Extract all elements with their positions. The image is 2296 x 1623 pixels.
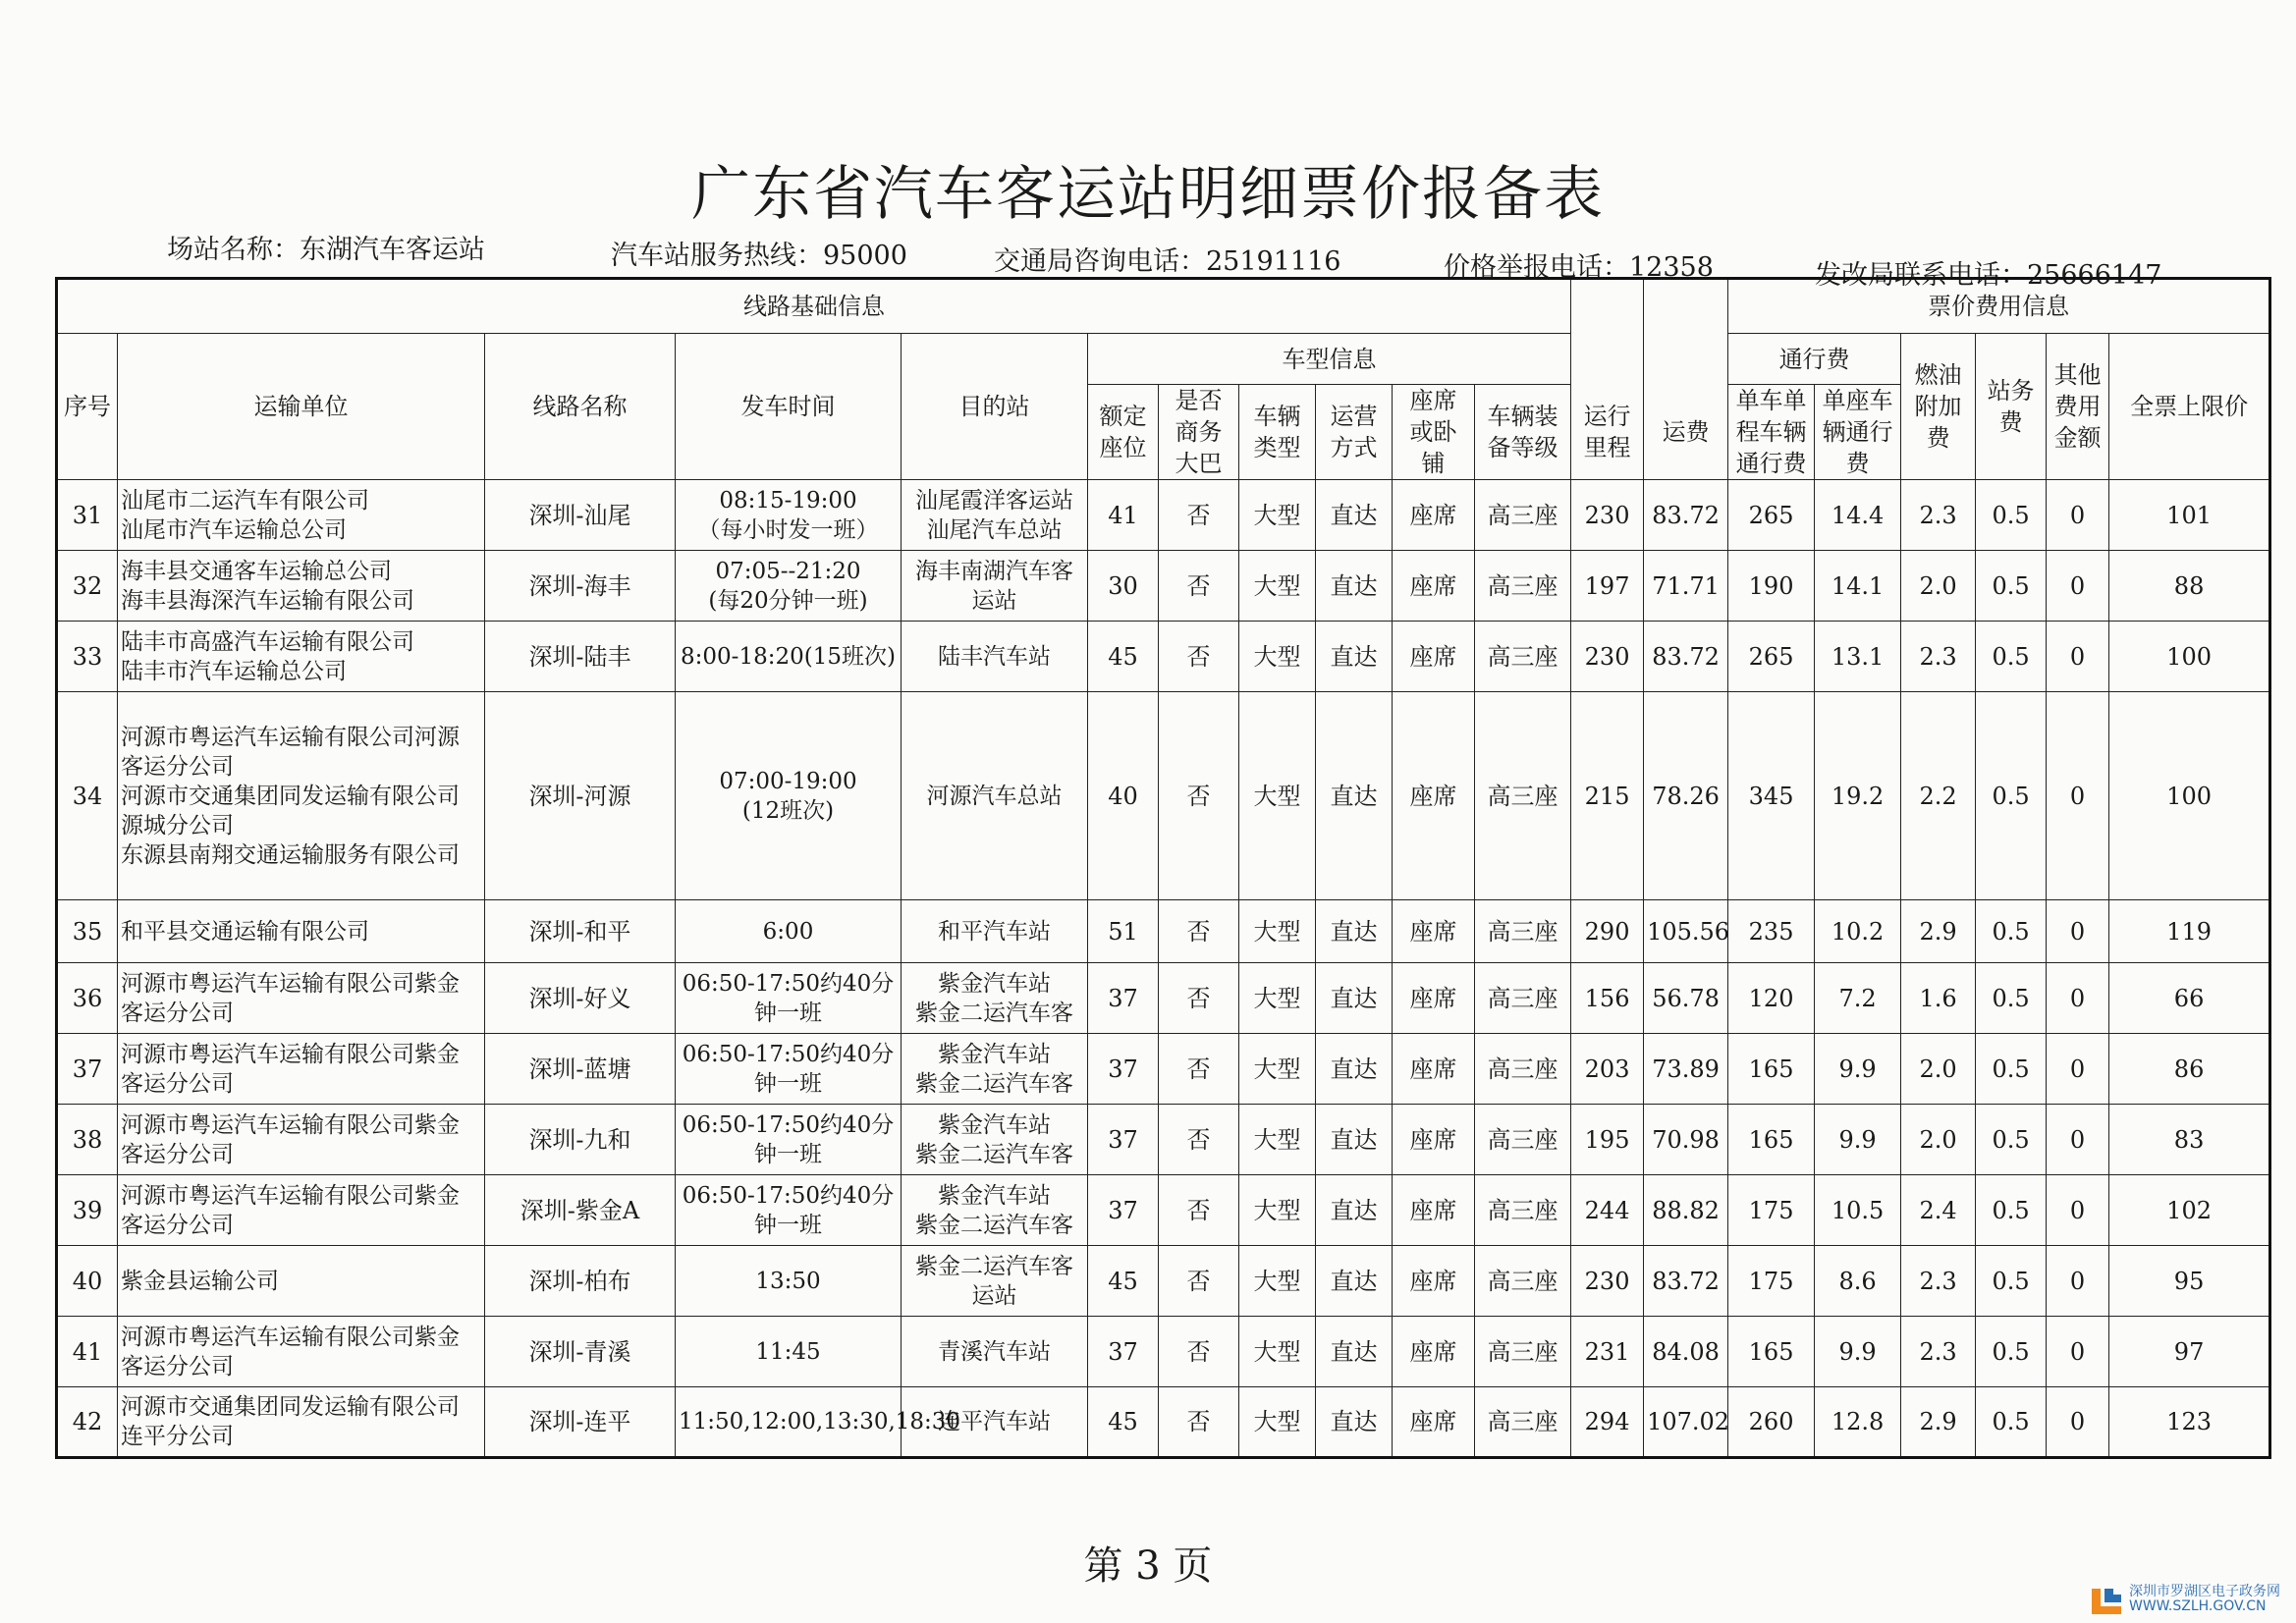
grade-cell: 高三座 (1475, 1317, 1571, 1387)
no-cell: 36 (57, 963, 118, 1034)
company-cell: 汕尾市二运汽车有限公司 汕尾市汽车运输总公司 (118, 480, 485, 551)
fuel-cell: 2.3 (1901, 622, 1976, 692)
fare-cell: 83.72 (1644, 480, 1728, 551)
total-cell: 66 (2109, 963, 2270, 1034)
total-cell: 102 (2109, 1175, 2270, 1246)
no-cell: 41 (57, 1317, 118, 1387)
route-cell: 深圳-和平 (485, 900, 676, 963)
station-fee-cell: 0.5 (1976, 1175, 2047, 1246)
toll-seat-cell: 10.5 (1815, 1175, 1901, 1246)
company-cell: 河源市粤运汽车运输有限公司紫金客运分公司 (118, 1317, 485, 1387)
other-cell: 0 (2047, 1034, 2109, 1105)
total-cell: 97 (2109, 1317, 2270, 1387)
grade-cell: 高三座 (1475, 963, 1571, 1034)
mode-cell: 直达 (1316, 622, 1393, 692)
route-cell: 深圳-连平 (485, 1387, 676, 1458)
grade-cell: 高三座 (1475, 1105, 1571, 1175)
fuel-cell: 2.0 (1901, 551, 1976, 622)
time-cell: 07:05--21:20 (每20分钟一班) (676, 551, 902, 622)
route-cell: 深圳-河源 (485, 692, 676, 900)
grade-cell: 高三座 (1475, 622, 1571, 692)
header-business: 是否 商务 大巴 (1159, 385, 1239, 480)
business-cell: 否 (1159, 480, 1239, 551)
time-cell: 06:50-17:50约40分钟一班 (676, 963, 902, 1034)
seats-cell: 30 (1088, 551, 1159, 622)
seat-type-cell: 座席 (1393, 1246, 1475, 1317)
toll-vehicle-cell: 265 (1728, 480, 1815, 551)
station-fee-cell: 0.5 (1976, 900, 2047, 963)
table-row (57, 1105, 2270, 1175)
mode-cell: 直达 (1316, 480, 1393, 551)
mode-cell: 直达 (1316, 1317, 1393, 1387)
toll-seat-cell: 9.9 (1815, 1034, 1901, 1105)
no-cell: 39 (57, 1175, 118, 1246)
table-row (57, 692, 2270, 900)
business-cell: 否 (1159, 1317, 1239, 1387)
dest-cell: 汕尾霞洋客运站 汕尾汽车总站 (902, 480, 1088, 551)
service-hotline: 汽车站服务热线：95000 (611, 241, 907, 271)
header-toll-vehicle: 单车单 程车辆 通行费 (1728, 385, 1815, 480)
company-cell: 河源市粤运汽车运输有限公司河源客运分公司 河源市交通集团同发运输有限公司源城分公司 东源县南翔交通运输服务有限公司 (118, 692, 485, 900)
total-cell: 88 (2109, 551, 2270, 622)
station-fee-cell: 0.5 (1976, 1034, 2047, 1105)
other-cell: 0 (2047, 480, 2109, 551)
mode-cell: 直达 (1316, 1246, 1393, 1317)
transport-bureau-phone: 交通局咨询电话：25191116 (994, 246, 1341, 277)
fuel-cell: 2.3 (1901, 1246, 1976, 1317)
mode-cell: 直达 (1316, 1387, 1393, 1458)
toll-vehicle-cell: 265 (1728, 622, 1815, 692)
route-cell: 深圳-汕尾 (485, 480, 676, 551)
no-cell: 38 (57, 1105, 118, 1175)
dest-cell: 连平汽车站 (902, 1387, 1088, 1458)
table-row (57, 963, 2270, 1034)
time-cell: 8:00-18:20(15班次) (676, 622, 902, 692)
table-row (57, 1317, 2270, 1387)
fare-cell: 56.78 (1644, 963, 1728, 1034)
header-other: 其他 费用 金额 (2047, 334, 2109, 480)
fare-cell: 73.89 (1644, 1034, 1728, 1105)
dest-cell: 青溪汽车站 (902, 1317, 1088, 1387)
route-cell: 深圳-紫金A (485, 1175, 676, 1246)
fuel-cell: 2.2 (1901, 692, 1976, 900)
dest-cell: 紫金汽车站 紫金二运汽车客 (902, 1034, 1088, 1105)
route-cell: 深圳-海丰 (485, 551, 676, 622)
time-cell: 11:45 (676, 1317, 902, 1387)
seats-cell: 37 (1088, 1105, 1159, 1175)
seat-type-cell: 座席 (1393, 551, 1475, 622)
toll-vehicle-cell: 165 (1728, 1317, 1815, 1387)
header-station-fee: 站务 费 (1976, 334, 2047, 480)
distance-cell: 231 (1571, 1317, 1644, 1387)
group-vehicle-info: 车型信息 (1088, 334, 1571, 385)
grade-cell: 高三座 (1475, 1387, 1571, 1458)
toll-vehicle-cell: 165 (1728, 1105, 1815, 1175)
mode-cell: 直达 (1316, 1175, 1393, 1246)
toll-seat-cell: 14.4 (1815, 480, 1901, 551)
distance-cell: 294 (1571, 1387, 1644, 1458)
header-fuel: 燃油 附加 费 (1901, 334, 1976, 480)
total-cell: 101 (2109, 480, 2270, 551)
other-cell: 0 (2047, 1105, 2109, 1175)
distance-cell: 195 (1571, 1105, 1644, 1175)
other-cell: 0 (2047, 963, 2109, 1034)
watermark-line1: 深圳市罗湖区电子政务网 (2129, 1584, 2280, 1599)
seats-cell: 51 (1088, 900, 1159, 963)
station-fee-cell: 0.5 (1976, 480, 2047, 551)
table-row (57, 480, 2270, 551)
route-cell: 深圳-陆丰 (485, 622, 676, 692)
header-company: 运输单位 (118, 334, 485, 480)
distance-cell: 197 (1571, 551, 1644, 622)
seats-cell: 37 (1088, 1317, 1159, 1387)
seats-cell: 45 (1088, 1246, 1159, 1317)
station-fee-cell: 0.5 (1976, 963, 2047, 1034)
company-cell: 陆丰市高盛汽车运输有限公司 陆丰市汽车运输总公司 (118, 622, 485, 692)
toll-vehicle-cell: 120 (1728, 963, 1815, 1034)
business-cell: 否 (1159, 1246, 1239, 1317)
fare-cell: 83.72 (1644, 622, 1728, 692)
type-cell: 大型 (1239, 1246, 1316, 1317)
dest-cell: 和平汽车站 (902, 900, 1088, 963)
time-cell: 07:00-19:00 (12班次) (676, 692, 902, 900)
station-fee-cell: 0.5 (1976, 1317, 2047, 1387)
seats-cell: 45 (1088, 622, 1159, 692)
seat-type-cell: 座席 (1393, 1034, 1475, 1105)
station-fee-cell: 0.5 (1976, 1387, 2047, 1458)
business-cell: 否 (1159, 622, 1239, 692)
toll-vehicle-cell: 175 (1728, 1246, 1815, 1317)
no-cell: 37 (57, 1034, 118, 1105)
type-cell: 大型 (1239, 551, 1316, 622)
toll-seat-cell: 12.8 (1815, 1387, 1901, 1458)
station-fee-cell: 0.5 (1976, 622, 2047, 692)
seats-cell: 41 (1088, 480, 1159, 551)
seat-type-cell: 座席 (1393, 622, 1475, 692)
header-seats: 额定 座位 (1088, 385, 1159, 480)
toll-seat-cell: 9.9 (1815, 1105, 1901, 1175)
distance-cell: 156 (1571, 963, 1644, 1034)
fuel-cell: 2.9 (1901, 1387, 1976, 1458)
distance-cell: 203 (1571, 1034, 1644, 1105)
other-cell: 0 (2047, 1317, 2109, 1387)
type-cell: 大型 (1239, 480, 1316, 551)
seat-type-cell: 座席 (1393, 963, 1475, 1034)
fuel-cell: 2.0 (1901, 1034, 1976, 1105)
other-cell: 0 (2047, 900, 2109, 963)
seat-type-cell: 座席 (1393, 1317, 1475, 1387)
header-type: 车辆 类型 (1239, 385, 1316, 480)
header-grade: 车辆装 备等级 (1475, 385, 1571, 480)
group-toll: 通行费 (1728, 334, 1901, 385)
fare-cell: 83.72 (1644, 1246, 1728, 1317)
route-cell: 深圳-九和 (485, 1105, 676, 1175)
time-cell: 11:50,12:00,13:30,18:30 (676, 1387, 902, 1458)
grade-cell: 高三座 (1475, 1175, 1571, 1246)
mode-cell: 直达 (1316, 963, 1393, 1034)
seats-cell: 40 (1088, 692, 1159, 900)
business-cell: 否 (1159, 1105, 1239, 1175)
distance-cell: 215 (1571, 692, 1644, 900)
page-number: 第 3 页 (1083, 1543, 1213, 1589)
toll-seat-cell: 9.9 (1815, 1317, 1901, 1387)
table-row (57, 900, 2270, 963)
company-cell: 河源市粤运汽车运输有限公司紫金客运分公司 (118, 1175, 485, 1246)
route-cell: 深圳-青溪 (485, 1317, 676, 1387)
fare-cell: 107.02 (1644, 1387, 1728, 1458)
document-title: 广东省汽车客运站明细票价报备表 (691, 160, 1605, 229)
total-cell: 86 (2109, 1034, 2270, 1105)
other-cell: 0 (2047, 1246, 2109, 1317)
total-cell: 95 (2109, 1246, 2270, 1317)
time-cell: 6:00 (676, 900, 902, 963)
other-cell: 0 (2047, 692, 2109, 900)
toll-vehicle-cell: 260 (1728, 1387, 1815, 1458)
other-cell: 0 (2047, 1175, 2109, 1246)
fare-cell: 70.98 (1644, 1105, 1728, 1175)
route-cell: 深圳-蓝塘 (485, 1034, 676, 1105)
table-body (57, 480, 2270, 1458)
mode-cell: 直达 (1316, 900, 1393, 963)
szlh-logo-icon (2090, 1585, 2123, 1616)
type-cell: 大型 (1239, 622, 1316, 692)
type-cell: 大型 (1239, 900, 1316, 963)
business-cell: 否 (1159, 692, 1239, 900)
seat-type-cell: 座席 (1393, 900, 1475, 963)
distance-cell: 290 (1571, 900, 1644, 963)
seats-cell: 37 (1088, 963, 1159, 1034)
type-cell: 大型 (1239, 1034, 1316, 1105)
company-cell: 紫金县运输公司 (118, 1246, 485, 1317)
dest-cell: 海丰南湖汽车客运站 (902, 551, 1088, 622)
toll-seat-cell: 8.6 (1815, 1246, 1901, 1317)
price-report-phone: 价格举报电话：12358 (1444, 252, 1714, 283)
business-cell: 否 (1159, 963, 1239, 1034)
no-cell: 40 (57, 1246, 118, 1317)
company-cell: 河源市粤运汽车运输有限公司紫金客运分公司 (118, 1034, 485, 1105)
mode-cell: 直达 (1316, 692, 1393, 900)
header-route: 线路名称 (485, 334, 676, 480)
grade-cell: 高三座 (1475, 1034, 1571, 1105)
fare-cell: 78.26 (1644, 692, 1728, 900)
station-fee-cell: 0.5 (1976, 551, 2047, 622)
other-cell: 0 (2047, 622, 2109, 692)
distance-cell: 230 (1571, 1246, 1644, 1317)
ndrc-phone: 发改局联系电话：25666147 (1815, 260, 2162, 291)
no-cell: 32 (57, 551, 118, 622)
total-cell: 100 (2109, 692, 2270, 900)
station-fee-cell: 0.5 (1976, 692, 2047, 900)
station-fee-cell: 0.5 (1976, 1105, 2047, 1175)
type-cell: 大型 (1239, 692, 1316, 900)
table-row (57, 622, 2270, 692)
toll-seat-cell: 10.2 (1815, 900, 1901, 963)
table-row (57, 1175, 2270, 1246)
dest-cell: 河源汽车总站 (902, 692, 1088, 900)
header-mode: 运营 方式 (1316, 385, 1393, 480)
header-fare: 运费 (1644, 385, 1728, 480)
fuel-cell: 2.0 (1901, 1105, 1976, 1175)
fuel-cell: 2.3 (1901, 480, 1976, 551)
type-cell: 大型 (1239, 963, 1316, 1034)
time-cell: 06:50-17:50约40分钟一班 (676, 1034, 902, 1105)
table-row (57, 1246, 2270, 1317)
total-cell: 119 (2109, 900, 2270, 963)
grade-cell: 高三座 (1475, 480, 1571, 551)
toll-vehicle-cell: 175 (1728, 1175, 1815, 1246)
mode-cell: 直达 (1316, 1105, 1393, 1175)
header-seat-type: 座席 或卧 铺 (1393, 385, 1475, 480)
dest-cell: 紫金汽车站 紫金二运汽车客 (902, 1105, 1088, 1175)
distance-cell: 230 (1571, 480, 1644, 551)
grade-cell: 高三座 (1475, 1246, 1571, 1317)
route-cell: 深圳-好义 (485, 963, 676, 1034)
company-cell: 河源市粤运汽车运输有限公司紫金客运分公司 (118, 1105, 485, 1175)
table-row (57, 1034, 2270, 1105)
route-cell: 深圳-柏布 (485, 1246, 676, 1317)
type-cell: 大型 (1239, 1175, 1316, 1246)
time-cell: 06:50-17:50约40分钟一班 (676, 1175, 902, 1246)
seat-type-cell: 座席 (1393, 1105, 1475, 1175)
group-line-info: 线路基础信息 (57, 279, 1571, 334)
header-time: 发车时间 (676, 334, 902, 480)
table-row (57, 551, 2270, 622)
dest-cell: 紫金二运汽车客运站 (902, 1246, 1088, 1317)
fare-cell: 71.71 (1644, 551, 1728, 622)
seats-cell: 37 (1088, 1175, 1159, 1246)
no-cell: 31 (57, 480, 118, 551)
toll-seat-cell: 19.2 (1815, 692, 1901, 900)
grade-cell: 高三座 (1475, 692, 1571, 900)
toll-seat-cell: 7.2 (1815, 963, 1901, 1034)
type-cell: 大型 (1239, 1387, 1316, 1458)
time-cell: 13:50 (676, 1246, 902, 1317)
business-cell: 否 (1159, 1387, 1239, 1458)
distance-cell: 230 (1571, 622, 1644, 692)
group-price-info: 票价费用信息 (1728, 279, 2270, 334)
station-name: 场站名称：东湖汽车客运站 (167, 235, 485, 265)
header-total: 全票上限价 (2109, 334, 2270, 480)
seat-type-cell: 座席 (1393, 692, 1475, 900)
time-cell: 08:15-19:00 （每小时发一班） (676, 480, 902, 551)
other-cell: 0 (2047, 551, 2109, 622)
header-dest: 目的站 (902, 334, 1088, 480)
business-cell: 否 (1159, 900, 1239, 963)
business-cell: 否 (1159, 1175, 1239, 1246)
toll-vehicle-cell: 165 (1728, 1034, 1815, 1105)
grade-cell: 高三座 (1475, 900, 1571, 963)
distance-cell: 244 (1571, 1175, 1644, 1246)
fare-cell: 105.56 (1644, 900, 1728, 963)
company-cell: 和平县交通运输有限公司 (118, 900, 485, 963)
seat-type-cell: 座席 (1393, 1387, 1475, 1458)
dest-cell: 陆丰汽车站 (902, 622, 1088, 692)
seat-type-cell: 座席 (1393, 480, 1475, 551)
fuel-cell: 2.9 (1901, 900, 1976, 963)
toll-vehicle-cell: 235 (1728, 900, 1815, 963)
toll-seat-cell: 13.1 (1815, 622, 1901, 692)
header-no: 序号 (57, 334, 118, 480)
toll-seat-cell: 14.1 (1815, 551, 1901, 622)
total-cell: 83 (2109, 1105, 2270, 1175)
watermark-line2: WWW.SZLH.GOV.CN (2129, 1598, 2267, 1614)
no-cell: 35 (57, 900, 118, 963)
total-cell: 100 (2109, 622, 2270, 692)
no-cell: 42 (57, 1387, 118, 1458)
fuel-cell: 2.3 (1901, 1317, 1976, 1387)
mode-cell: 直达 (1316, 551, 1393, 622)
time-cell: 06:50-17:50约40分钟一班 (676, 1105, 902, 1175)
fare-cell: 88.82 (1644, 1175, 1728, 1246)
header-distance: 运行 里程 (1571, 385, 1644, 480)
fuel-cell: 1.6 (1901, 963, 1976, 1034)
seats-cell: 45 (1088, 1387, 1159, 1458)
mode-cell: 直达 (1316, 1034, 1393, 1105)
grade-cell: 高三座 (1475, 551, 1571, 622)
station-fee-cell: 0.5 (1976, 1246, 2047, 1317)
company-cell: 海丰县交通客车运输总公司 海丰县海深汽车运输有限公司 (118, 551, 485, 622)
fuel-cell: 2.4 (1901, 1175, 1976, 1246)
company-cell: 河源市交通集团同发运输有限公司连平分公司 (118, 1387, 485, 1458)
seat-type-cell: 座席 (1393, 1175, 1475, 1246)
type-cell: 大型 (1239, 1105, 1316, 1175)
seats-cell: 37 (1088, 1034, 1159, 1105)
business-cell: 否 (1159, 551, 1239, 622)
header-toll-seat: 单座车 辆通行 费 (1815, 385, 1901, 480)
fare-cell: 84.08 (1644, 1317, 1728, 1387)
toll-vehicle-cell: 345 (1728, 692, 1815, 900)
other-cell: 0 (2047, 1387, 2109, 1458)
no-cell: 33 (57, 622, 118, 692)
toll-vehicle-cell: 190 (1728, 551, 1815, 622)
total-cell: 123 (2109, 1387, 2270, 1458)
table-row (57, 1387, 2270, 1458)
type-cell: 大型 (1239, 1317, 1316, 1387)
fare-table (55, 277, 2271, 1459)
company-cell: 河源市粤运汽车运输有限公司紫金客运分公司 (118, 963, 485, 1034)
dest-cell: 紫金汽车站 紫金二运汽车客 (902, 1175, 1088, 1246)
dest-cell: 紫金汽车站 紫金二运汽车客 (902, 963, 1088, 1034)
business-cell: 否 (1159, 1034, 1239, 1105)
watermark-logo (2090, 1583, 2286, 1618)
no-cell: 34 (57, 692, 118, 900)
